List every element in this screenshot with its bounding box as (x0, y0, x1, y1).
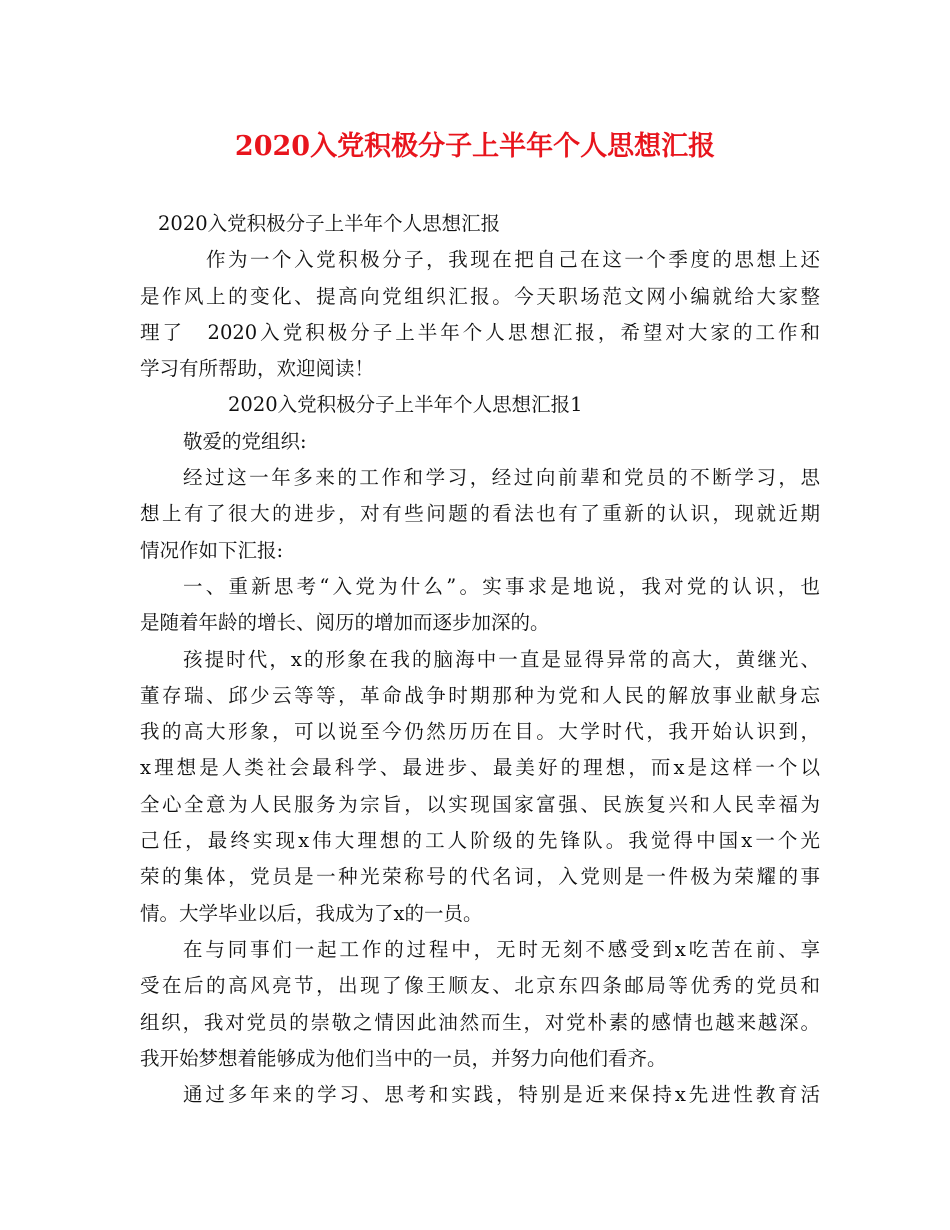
paragraph-line: 组织，我对党员的崇敬之情因此油然而生，对党朴素的感情也越来越深。 (140, 1010, 820, 1034)
paragraph-line: 想上有了很大的进步，对有些问题的看法也有了重新的认识，现就近期 (140, 502, 820, 526)
paragraph-line: 孩提时代，x的形象在我的脑海中一直是显得异常的高大，黄继光、 (183, 647, 820, 671)
paragraph-line: x理想是人类社会最科学、最进步、最美好的理想，而x是这样一个以 (140, 756, 820, 780)
section-heading: 2020入党积极分子上半年个人思想汇报1 (228, 393, 583, 417)
paragraph-line: 情况作如下汇报: (140, 538, 284, 562)
paragraph-line: 经过这一年多来的工作和学习，经过向前辈和党员的不断学习，思 (183, 466, 820, 490)
paragraph-line: 一、重新思考“入党为什么”。实事求是地说，我对党的认识，也 (183, 574, 820, 598)
intro-line: 理了 2020入党积极分子上半年个人思想汇报，希望对大家的工作和 (140, 320, 820, 344)
paragraph-line: 己任，最终实现x伟大理想的工人阶级的先锋队。我觉得中国x一个光 (140, 829, 820, 853)
paragraph-line: 荣的集体，党员是一种光荣称号的代名词，入党则是一件极为荣耀的事 (140, 865, 820, 889)
paragraph-line: 在与同事们一起工作的过程中，无时无刻不感受到x吃苦在前、享 (183, 937, 820, 961)
intro-line: 是作风上的变化、提高向党组织汇报。今天职场范文网小编就给大家整 (140, 284, 820, 308)
intro-line: 学习有所帮助，欢迎阅读！ (140, 357, 375, 381)
paragraph-line: 我的高大形象，可以说至今仍然历历在目。大学时代，我开始认识到， (140, 720, 820, 744)
paragraph-line: 是随着年龄的增长、阅历的增加而逐步加深的。 (140, 611, 550, 635)
document-subtitle: 2020入党积极分子上半年个人思想汇报 (158, 212, 501, 235)
document-body (140, 206, 820, 1113)
paragraph-line: 董存瑞、邱少云等等，革命战争时期那种为党和人民的解放事业献身忘 (140, 683, 820, 707)
paragraph-line: 通过多年来的学习、思考和实践，特别是近来保持x先进性教育活 (183, 1083, 820, 1107)
document-title: 2020入党积极分子上半年个人思想汇报 (234, 131, 716, 162)
paragraph-line: 全心全意为人民服务为宗旨，以实现国家富强、民族复兴和人民幸福为 (140, 792, 820, 816)
paragraph-line: 情。大学毕业以后，我成为了x的一员。 (140, 901, 483, 925)
paragraph-line: 受在后的高风亮节，出现了像王顺友、北京东四条邮局等优秀的党员和 (140, 974, 820, 998)
paragraph-line: 我开始梦想着能够成为他们当中的一员，并努力向他们看齐。 (140, 1046, 667, 1070)
salutation: 敬爱的党组织: (183, 429, 307, 453)
intro-line: 作为一个入党积极分子，我现在把自己在这一个季度的思想上还 (206, 248, 820, 272)
